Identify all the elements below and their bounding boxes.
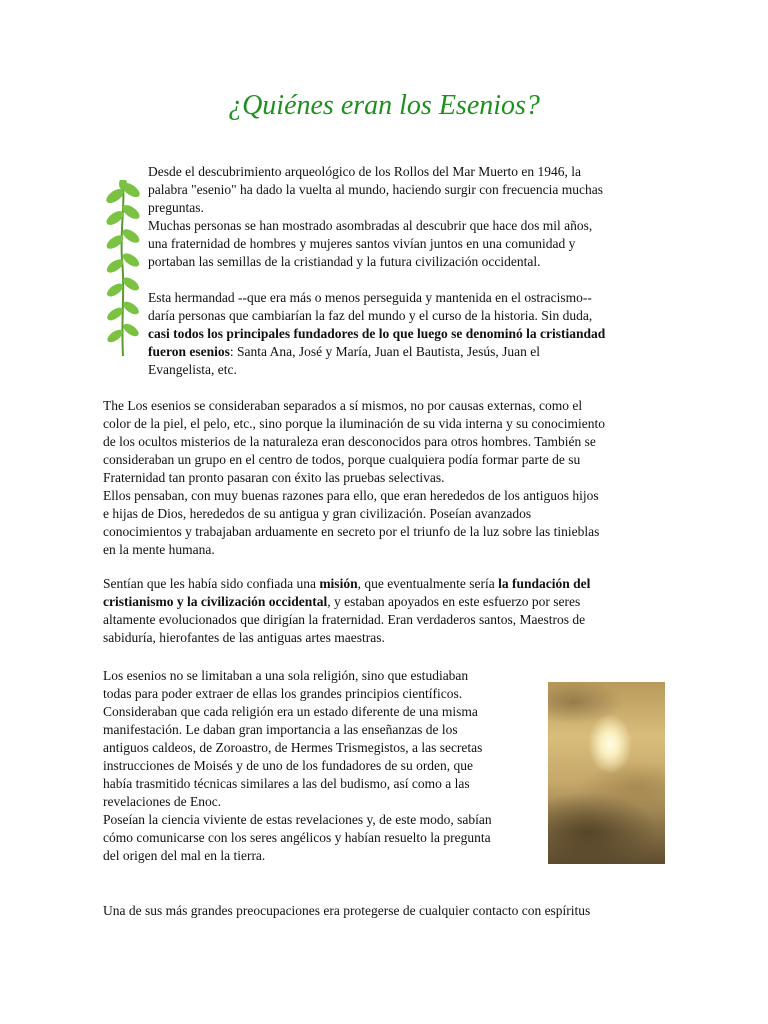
paragraph-4 xyxy=(103,575,590,647)
text-line xyxy=(103,575,590,593)
text-line: Fraternidad tan pronto pasaran con éxito las pruebas selectivas. xyxy=(103,470,445,485)
plant-leaf xyxy=(120,227,141,246)
text-line: revelaciones de Enoc. xyxy=(103,794,222,809)
intro-paragraph-1 xyxy=(148,163,603,271)
golden-clouds-image xyxy=(548,682,665,864)
paragraph-3 xyxy=(103,397,605,559)
text-line: The Los esenios se consideraban separados a sí mismos, no por causas externas, como el xyxy=(103,398,583,413)
text-line: e hijas de Dios, herededos de su antigua y gran civilización. Poseían avanzados xyxy=(103,506,532,521)
text-line: Esta hermandad --que era más o menos perseguida y mantenida en el ostracismo-- xyxy=(148,290,592,305)
text-line: Evangelista, etc. xyxy=(148,362,237,377)
text-line xyxy=(148,343,605,361)
plant-leaf xyxy=(121,321,140,338)
text-line: color de la piel, el pelo, etc., sino porque la iluminación de su vida interna y su conocimiento xyxy=(103,416,605,431)
intro-paragraph-2 xyxy=(148,289,605,379)
text-line: Desde el descubrimiento arqueológico de los Rollos del Mar Muerto en 1946, la xyxy=(148,164,582,179)
plant-sprig-icon xyxy=(103,180,143,358)
text-line: portaban las semillas de la cristiandad y la futura civilización occidental. xyxy=(148,254,541,269)
bold-text: casi todos los principales fundadores de lo que luego se denominó la cristiandad xyxy=(148,326,606,341)
text-line: manifestación. Le daban gran importancia a las enseñanzas de los xyxy=(103,722,458,737)
text-line: daría personas que cambiarían la faz del mundo y el curso de la historia. Sin duda, xyxy=(148,308,593,323)
bold-text: misión xyxy=(319,576,358,591)
text-span: , que eventualmente sería xyxy=(357,576,499,591)
text-line: consideraban un grupo en el centro de todos, porque cualquiera podía formar parte de su xyxy=(103,452,581,467)
text-line: todas para poder extraer de ellas los grandes principios científicos. xyxy=(103,686,463,701)
text-line: cómo comunicarse con los seres angélicos y habían resuelto la pregunta xyxy=(103,830,491,845)
text-line: de los ocultos misterios de la naturaleza eran desconocidos para otros hombres. También se xyxy=(103,434,596,449)
text-line: una fraternidad de hombres y mujeres santos vivían juntos en una comunidad y xyxy=(148,236,576,251)
text-line: del origen del mal en la tierra. xyxy=(103,848,266,863)
text-line: Consideraban que cada religión era un estado diferente de una misma xyxy=(103,704,478,719)
text-line: preguntas. xyxy=(148,200,204,215)
text-line: Los esenios no se limitaban a una sola religión, sino que estudiaban xyxy=(103,668,469,683)
text-line: antiguos caldeos, de Zoroastro, de Hermes Trismegistos, a las secretas xyxy=(103,740,483,755)
text-line: Poseían la ciencia viviente de estas revelaciones y, de este modo, sabían xyxy=(103,812,492,827)
text-line: en la mente humana. xyxy=(103,542,215,557)
bold-text: cristianismo y la civilización occidental xyxy=(103,594,328,609)
plant-leaf xyxy=(121,299,141,317)
text-line: sabiduría, hierofantes de las antiguas artes maestras. xyxy=(103,630,385,645)
text-line xyxy=(103,593,590,611)
bold-text: la fundación del xyxy=(498,576,591,591)
text-span: : Santa Ana, José y María, Juan el Bautista, Jesús, Juan el xyxy=(229,344,540,359)
text-line: instrucciones de Moisés y de uno de los fundadores de su orden, que xyxy=(103,758,474,773)
text-span: , y estaban apoyados en este esfuerzo por seres xyxy=(327,594,581,609)
bold-text: fueron esenios xyxy=(148,344,230,359)
text-line: conocimientos y trabajaban arduamente en secreto por el triunfo de la luz sobre las tinieblas xyxy=(103,524,600,539)
text-line xyxy=(148,325,605,343)
text-line: Muchas personas se han mostrado asombradas al descubrir que hace dos mil años, xyxy=(148,218,593,233)
text-line: altamente evolucionados que dirigían la fraternidad. Eran verdaderos santos, Maestros de xyxy=(103,612,586,627)
text-line: Ellos pensaban, con muy buenas razones para ello, que eran herededos de los antiguos hijos xyxy=(103,488,599,503)
text-line: Una de sus más grandes preocupaciones era protegerse de cualquier contacto con espíritus xyxy=(103,903,591,918)
text-span: Sentían que les había sido confiada una xyxy=(103,576,320,591)
plant-leaf xyxy=(121,251,142,269)
text-line: palabra "esenio" ha dado la vuelta al mundo, haciendo surgir con frecuencia muchas xyxy=(148,182,603,197)
page-title: ¿Quiénes eran los Esenios? xyxy=(228,90,540,121)
paragraph-6 xyxy=(103,902,590,920)
paragraph-5 xyxy=(103,667,492,865)
text-line: había trasmitido técnicas similares a las del budismo, así como a las xyxy=(103,776,470,791)
